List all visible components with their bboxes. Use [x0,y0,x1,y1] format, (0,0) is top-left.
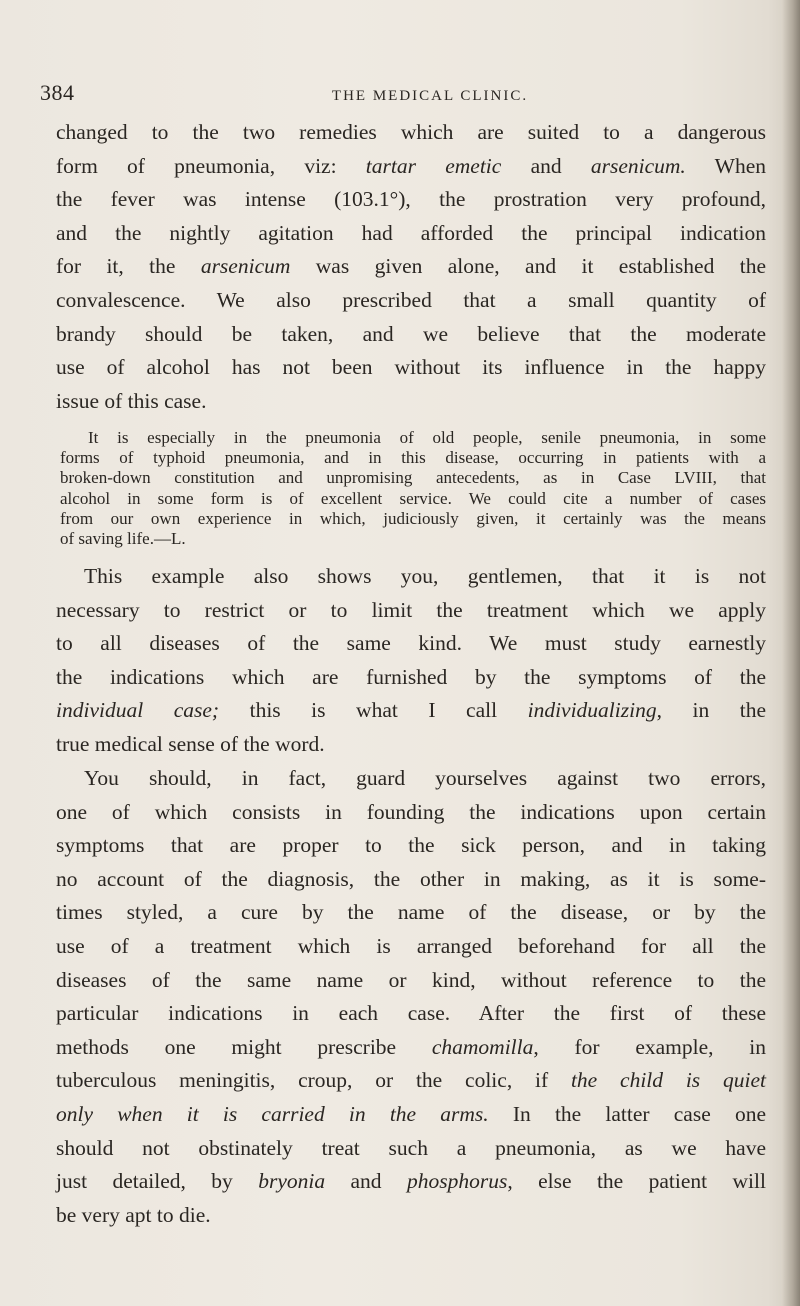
text-line: symptoms that are proper to the sick person, and in taking [56,833,766,858]
paragraph-body [56,116,766,418]
text-line: only when it is carried in the arms. In the latter case one [56,1101,766,1126]
italic-text: the child is quiet [570,1068,766,1093]
text-line: should not obstinately treat such a pneumonia, as we have [56,1135,766,1160]
paragraph-1 [56,116,766,418]
text-line: convalescence. We also prescribed that a small quantity of [56,287,766,312]
text-line: diseases of the same name or kind, without reference to the [56,967,766,992]
paragraph-body [56,560,766,762]
italic-text: individualizing [527,698,657,723]
italic-text: chamomilla [431,1034,534,1059]
italic-text: only when it is carried in the arms. [56,1101,489,1126]
text-line: the indications which are furnished by the symptoms of the [56,664,766,689]
italic-text: arsenicum. [590,153,686,178]
text-line: for it, the arsenicum was given alone, and it established the [56,254,766,279]
text-line: times styled, a cure by the name of the disease, or by the [56,900,766,925]
italic-text: phosphorus [406,1169,508,1194]
text-line: no account of the diagnosis, the other in making, as it is some- [56,866,766,891]
text-line: This example also shows you, gentlemen, that it is not [84,564,766,588]
footnote-body [60,428,766,549]
paragraph-3 [56,762,766,1232]
text-line: and the nightly agitation had afforded the principal indication [56,220,766,245]
text-line: just detailed, by bryonia and phosphorus, else the patient will [56,1169,766,1194]
text-line: use of alcohol has not been without its influence in the happy [56,355,766,380]
page-number: 384 [40,80,75,105]
text-line: changed to the two remedies which are suited to a dangerous [56,120,766,144]
text-line: of saving life.—L. [60,529,186,549]
running-head: THE MEDICAL CLINIC. [331,88,529,104]
text-line: the fever was intense (103.1°), the prostration very profound, [56,187,766,212]
text-line: tuberculous meningitis, croup, or the colic, if the child is quiet [56,1068,766,1093]
text-line: brandy should be taken, and we believe that the moderate [56,321,766,346]
italic-text: bryonia [258,1169,326,1194]
text-line: true medical sense of the word. [56,731,325,756]
italic-text: tartar emetic [365,153,502,178]
text-line: issue of this case. [56,388,207,413]
paragraph-body [56,762,766,1232]
italic-text: arsenicum [200,254,291,279]
text-line: to all diseases of the same kind. We must study earnestly [56,631,766,656]
text-line: broken-down constitution and unpromising antecedents, as in Case LVIII, that [60,468,766,488]
text-line: use of a treatment which is arranged beforehand for all the [56,933,766,958]
text-line: particular indications in each case. After the first of these [56,1001,766,1026]
text-line: methods one might prescribe chamomilla, for example, in [56,1034,767,1059]
italic-text: individual case; [56,698,220,723]
text-line: You should, in fact, guard yourselves against two errors, [84,766,766,790]
text-line: be very apt to die. [56,1202,211,1227]
text-line: form of pneumonia, viz: tartar emetic and arsenicum. When [56,153,766,178]
text-line: necessary to restrict or to limit the treatment which we apply [56,597,766,622]
text-line: individual case; this is what I call individualizing, in the [56,698,766,723]
text-line: forms of typhoid pneumonia, and in this disease, occurring in patients with a [60,448,766,468]
text-line: one of which consists in founding the indications upon certain [56,799,766,824]
text-line: It is especially in the pneumonia of old people, senile pneumonia, in some [88,428,766,447]
paragraph-2 [56,560,766,762]
text-line: alcohol in some form is of excellent service. We could cite a number of cases [60,488,766,508]
text-line: from our own experience in which, judiciously given, it certainly was the means [60,508,766,528]
footnote [60,428,766,549]
page-edge-shadow [782,0,800,1306]
